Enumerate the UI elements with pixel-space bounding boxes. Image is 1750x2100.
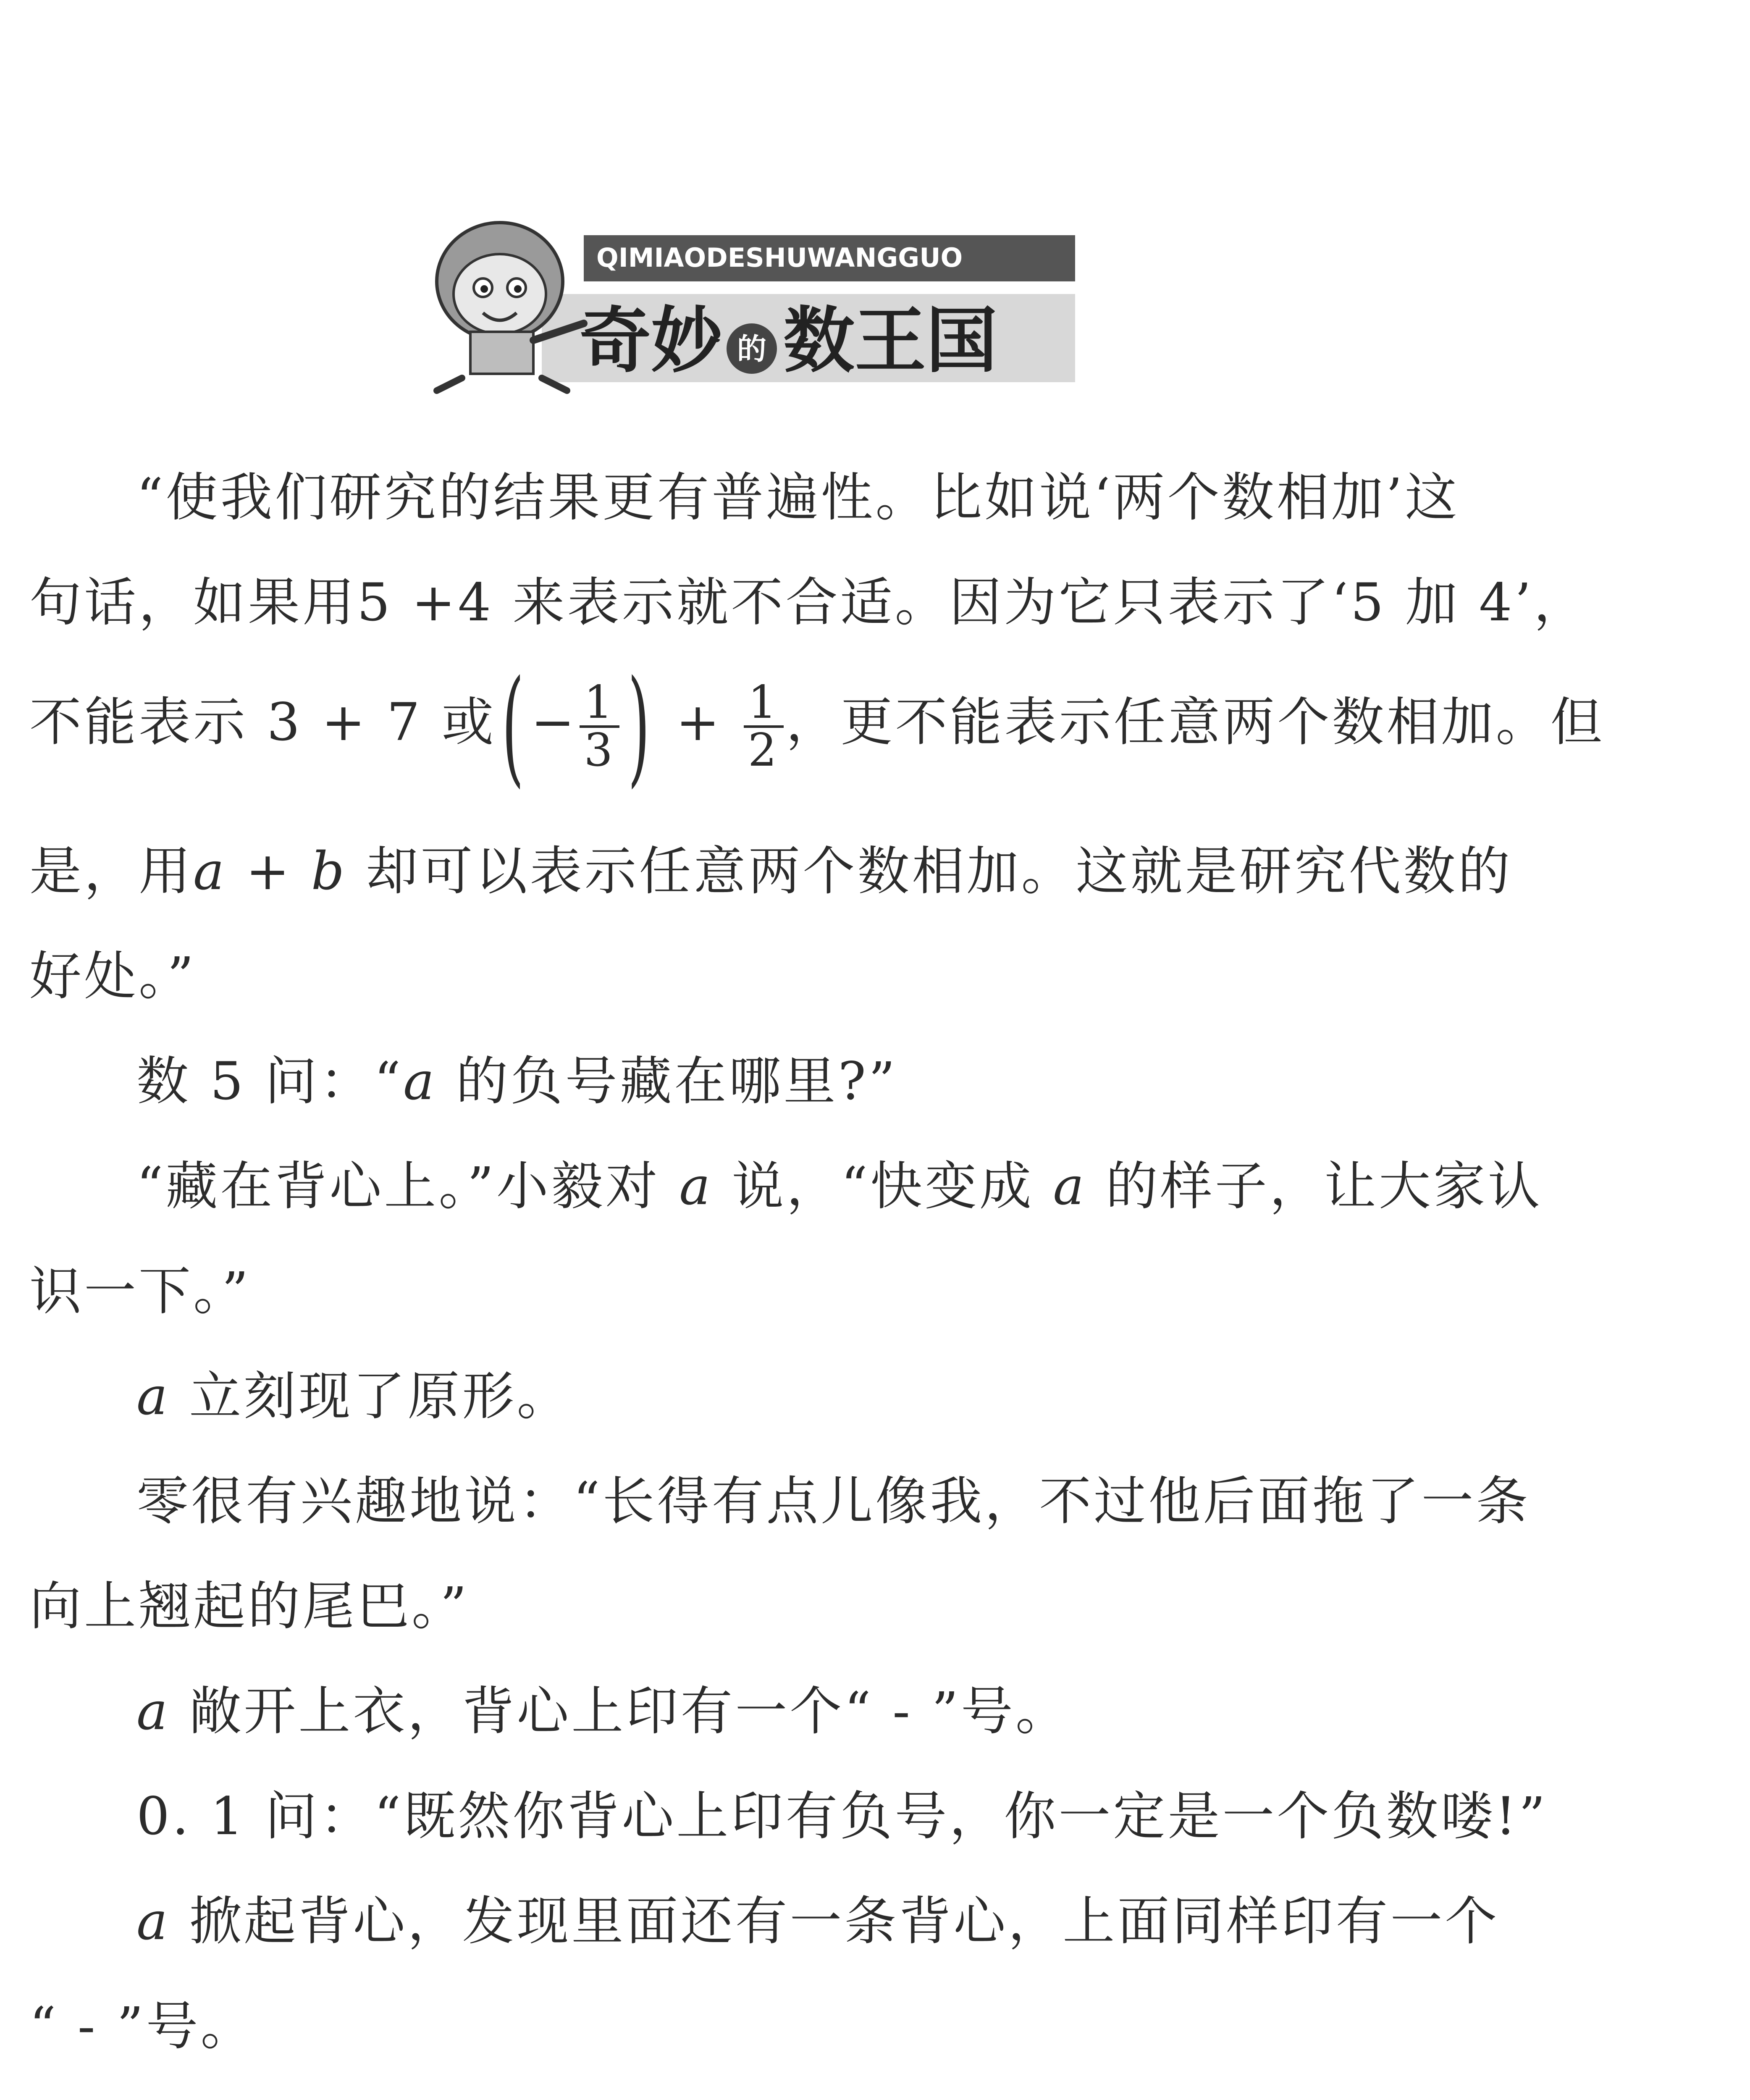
text-line: 数 5 问：“a 的负号藏在哪里?” <box>136 1051 898 1112</box>
logo-subtitle: QIMIAODESHUWANGGUO <box>596 242 963 273</box>
text-line: 是，用a + b 却可以表示任意两个数相加。这就是研究代数的 <box>29 841 1513 902</box>
fraction-one-half: $\frac{1}{2}$ <box>744 680 784 773</box>
text-line: “ - ”号。 <box>29 1996 255 2057</box>
text-line: 0. 1 问：“既然你背心上印有负号，你一定是一个负数喽!” <box>136 1786 1548 1847</box>
text-line: a 敞开上衣，背心上印有一个“ - ”号。 <box>136 1681 1070 1742</box>
text-line: 零很有兴趣地说：“长得有点儿像我，不过他后面拖了一条 <box>136 1471 1531 1532</box>
text-line-with-fractions: 不能表示 3 + 7 或( − $\frac{1}{3}$ ) + $\frac{1}{2}$ ，更不能表示任意两个数相加。但 <box>29 653 1605 800</box>
logo-title-connector: 的 <box>737 332 766 366</box>
text-line: 识一下。” <box>29 1261 251 1322</box>
text-line: “使我们研究的结果更有普遍性。比如说‘两个数相加’这 <box>136 467 1460 528</box>
book-series-logo <box>403 197 1084 395</box>
text-line: 向上翘起的尾巴。” <box>29 1576 470 1637</box>
right-paren: ) <box>627 653 651 800</box>
text-line: 好处。” <box>29 946 197 1007</box>
text-line: a 立刻现了原形。 <box>136 1366 572 1427</box>
text-line: a 掀起背心，发现里面还有一条背心，上面同样印有一个 <box>136 1891 1500 1952</box>
logo-title-part1: 奇妙 <box>580 299 723 383</box>
left-paren: ( <box>502 653 525 800</box>
logo-title-part2: 数王国 <box>783 299 998 383</box>
text-line: “藏在背心上。”小毅对 a 说，“快变成 a 的样子，让大家认 <box>136 1156 1543 1217</box>
fraction-one-third: $\frac{1}{3}$ <box>580 680 619 773</box>
text-line: 句话，如果用5 +4 来表示就不合适。因为它只表示了‘5 加 4’， <box>29 572 1588 633</box>
